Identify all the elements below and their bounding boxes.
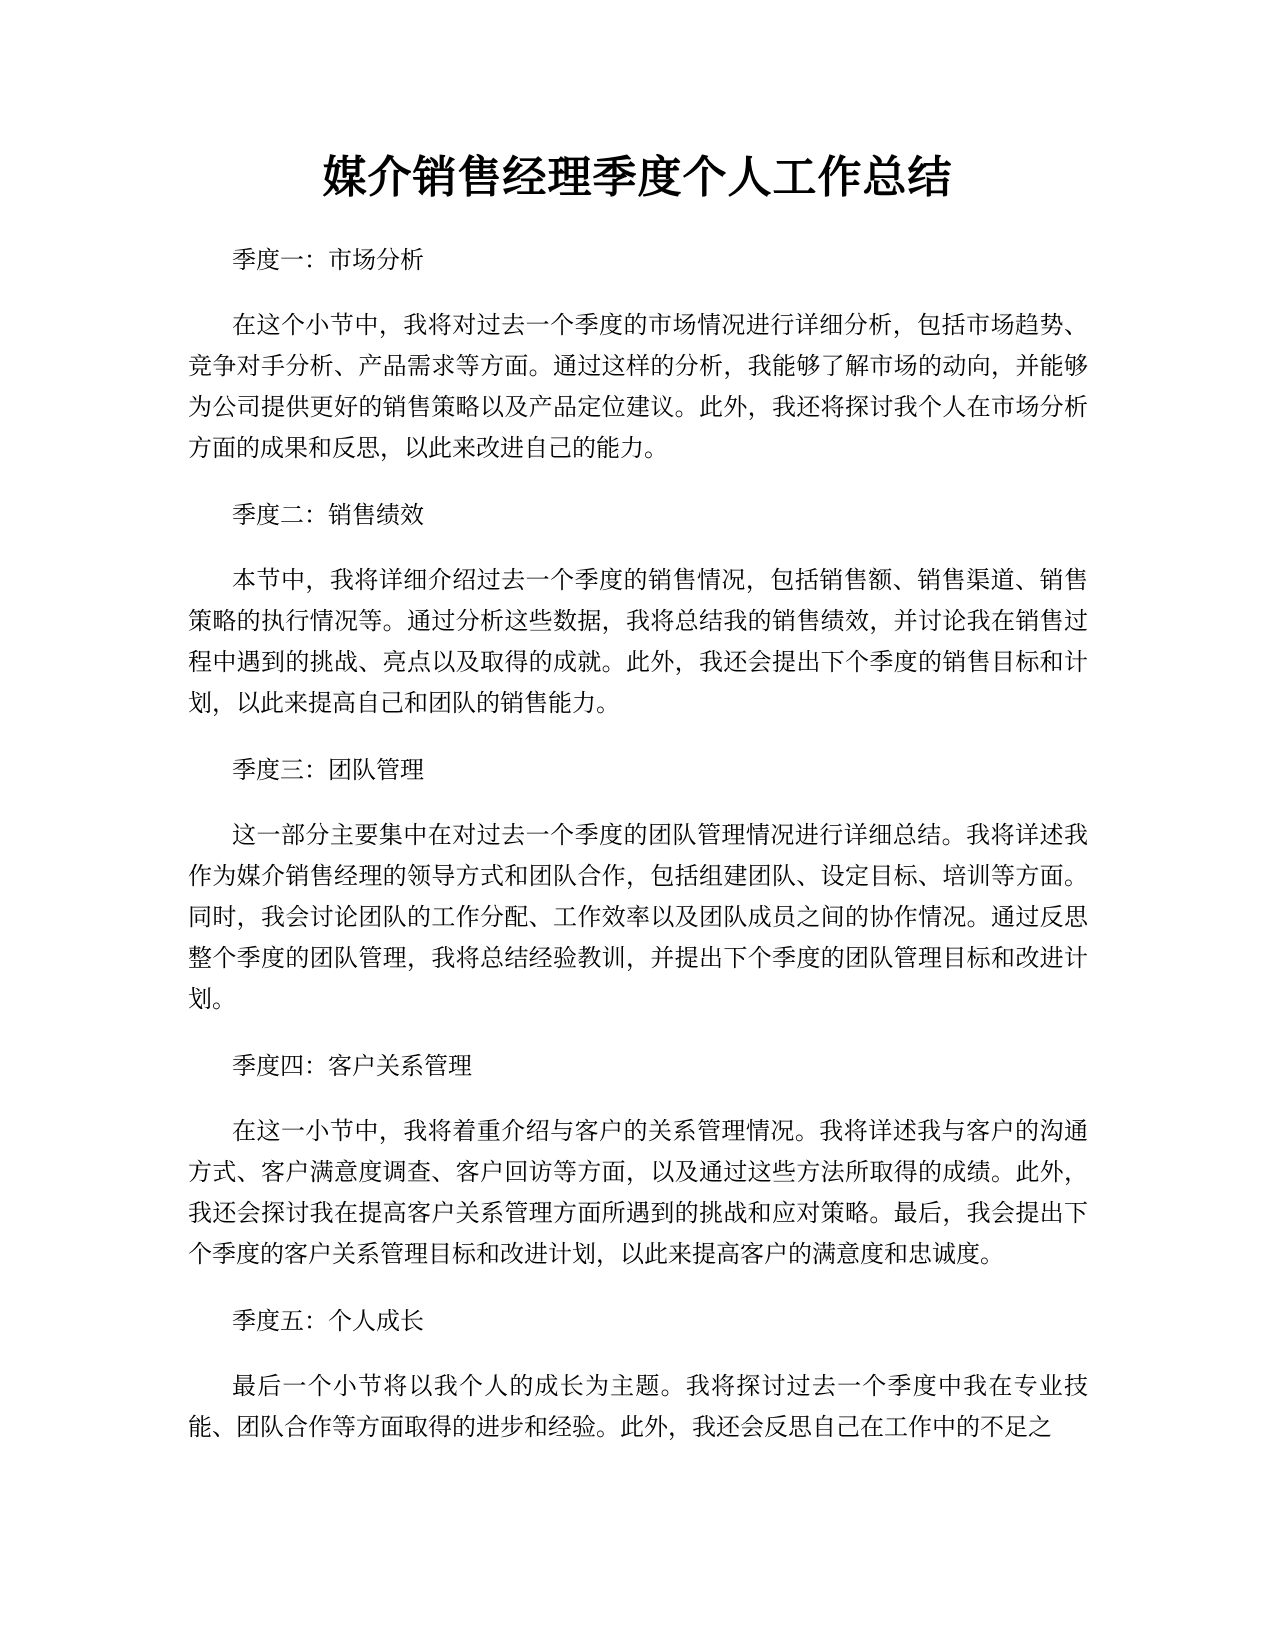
section-paragraph-5: 最后一个小节将以我个人的成长为主题。我将探讨过去一个季度中我在专业技能、团队合作等方面取得的进步和经验。此外，我还会反思自己在工作中的不足之: [188, 1372, 1088, 1441]
section-paragraph-3: 这一部分主要集中在对过去一个季度的团队管理情况进行详细总结。我将详述我作为媒介销售经理的领导方式和团队合作，包括组建团队、设定目标、培训等方面。同时，我会讨论团队的工作分配、工作效率以及团队成员之间的协作情况。通过反思整个季度的团队管理，我将总结经验教训，并提出下个季度的团队管理目标和改进计划。: [188, 821, 1088, 1013]
section-heading-4: 季度四：客户关系管理: [232, 1052, 472, 1080]
document-body: [188, 240, 1088, 1474]
section-paragraph-2: 本节中，我将详细介绍过去一个季度的销售情况，包括销售额、销售渠道、销售策略的执行情况等。通过分析这些数据，我将总结我的销售绩效，并讨论我在销售过程中遇到的挑战、亮点以及取得的成就。此外，我还会提出下个季度的销售目标和计划，以此来提高自己和团队的销售能力。: [188, 566, 1088, 717]
section-heading-2: 季度二：销售绩效: [232, 501, 424, 529]
section-paragraph-1: 在这个小节中，我将对过去一个季度的市场情况进行详细分析，包括市场趋势、竞争对手分析、产品需求等方面。通过这样的分析，我能够了解市场的动向，并能够为公司提供更好的销售策略以及产品定位建议。此外，我还将探讨我个人在市场分析方面的成果和反思，以此来改进自己的能力。: [188, 311, 1088, 462]
section-paragraph-4: 在这一小节中，我将着重介绍与客户的关系管理情况。我将详述我与客户的沟通方式、客户满意度调查、客户回访等方面，以及通过这些方法所取得的成绩。此外，我还会探讨我在提高客户关系管理方面所遇到的挑战和应对策略。最后，我会提出下个季度的客户关系管理目标和改进计划，以此来提高客户的满意度和忠诚度。: [188, 1117, 1088, 1268]
section-heading-3: 季度三：团队管理: [232, 756, 424, 784]
section-heading-5: 季度五：个人成长: [232, 1307, 424, 1335]
document-title: 媒介销售经理季度个人工作总结: [322, 152, 953, 203]
section-heading-1: 季度一：市场分析: [232, 246, 424, 274]
